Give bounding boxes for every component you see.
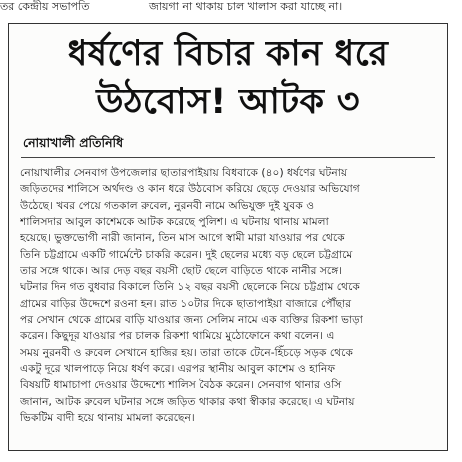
body-line: ভিকটিম বাদী হয়ে থানায় মামলা করেছেন। <box>20 411 195 425</box>
body-line: ঘটনার দিন গত বুধবার বিকালে তিনি ১২ বছর বয়সী ছেলেকে নিয়ে চট্টগ্রাম থেকে <box>20 280 360 294</box>
body-line: করেন। কিছুদূর যাওয়ার পর চালক রিকশা থামিয়ে মুঠোফোনে কথা বলেন। এ <box>20 329 335 343</box>
byline-divider <box>21 157 435 158</box>
news-article-clipping <box>8 23 448 451</box>
body-line: পর সেখান থেকে গ্রামের বাড়ি যাওয়ার জন্য সেলিম নামে এক ব্যক্তির রিকশা ভাড়া <box>20 313 363 327</box>
body-line: শালিসদার আবুল কাশেমকে আটক করেছে পুলিশ। এ ঘটনায় থানায় মামলা <box>20 215 329 229</box>
body-line: গ্রামের বাড়ির উদ্দেশে রওনা হন। রাত ১০টার দিকে ছাতাপাইয়া বাজারে পৌঁছার <box>20 296 352 310</box>
body-line: নোয়াখালীর সেনবাগ উপজেলার ছাতারপাইয়ায় বিধবাকে (৪০) ধর্ষণের ঘটনায় <box>20 166 348 179</box>
article-headline <box>9 30 447 126</box>
article-body <box>20 165 438 427</box>
body-line: তিনি চট্টগ্রামে একটি গার্মেন্টে চাকরি করেন। দুই ছেলের মধ্যে বড় ছেলে চট্টগ্রামে <box>20 247 353 261</box>
body-line: সময় নুরনবী ও রুবেল সেখানে হাজির হয়। তারা তাকে টেনে-হিঁচড়ে সড়ক থেকে <box>20 345 353 359</box>
headline-line: উঠবোস! আটক ৩ <box>96 82 360 122</box>
adjacent-text-left: তর কেন্দ্রীয় সভাপতি <box>0 0 90 13</box>
body-line: উঠেছে। খবর পেয়ে গতকাল রুবেল, নুরনবী নামে অভিযুক্ত দুই যুবক ও <box>20 198 315 212</box>
article-byline: নোয়াখালী প্রতিনিধি <box>23 135 124 150</box>
body-line: একটু দূরে খালপাড়ে নিয়ে ধর্ষণ করে। এরপর স্থানীয় আবুল কাশেম ও হানিফ <box>20 362 336 376</box>
adjacent-text-right: জায়গা না থাকায় চাল খালাস করা যাচ্ছে না। <box>149 0 343 13</box>
body-line: বিষয়টি ধামাচাপা দেওয়ার উদ্দেশ্যে শালিস বৈঠক করেন। সেনবাগ থানার ওসি <box>20 378 342 392</box>
headline-line: ধর্ষণের বিচার কান ধরে <box>67 34 389 74</box>
body-line: জানান, আটক রুবেল ঘটনার সঙ্গে জড়িত থাকার কথা স্বীকার করেছে। এ ঘটনায় <box>20 394 355 408</box>
body-line: জড়িতদের শালিসে অর্থদণ্ড ও কান ধরে উঠবোস করিয়ে ছেড়ে দেওয়ার অভিযোগ <box>20 182 360 196</box>
body-line: তার সঙ্গে থাকে। আর দেড় বছর বয়সী ছোট ছেলে বাড়িতে থাকে নানীর সঙ্গে। <box>20 264 343 278</box>
body-line: হয়েছে। ভুক্তভোগী নারী জানান, তিন মাস আগে স্বামী মারা যাওয়ার পর থেকে <box>20 231 345 245</box>
adjacent-article-fragment <box>0 0 462 22</box>
